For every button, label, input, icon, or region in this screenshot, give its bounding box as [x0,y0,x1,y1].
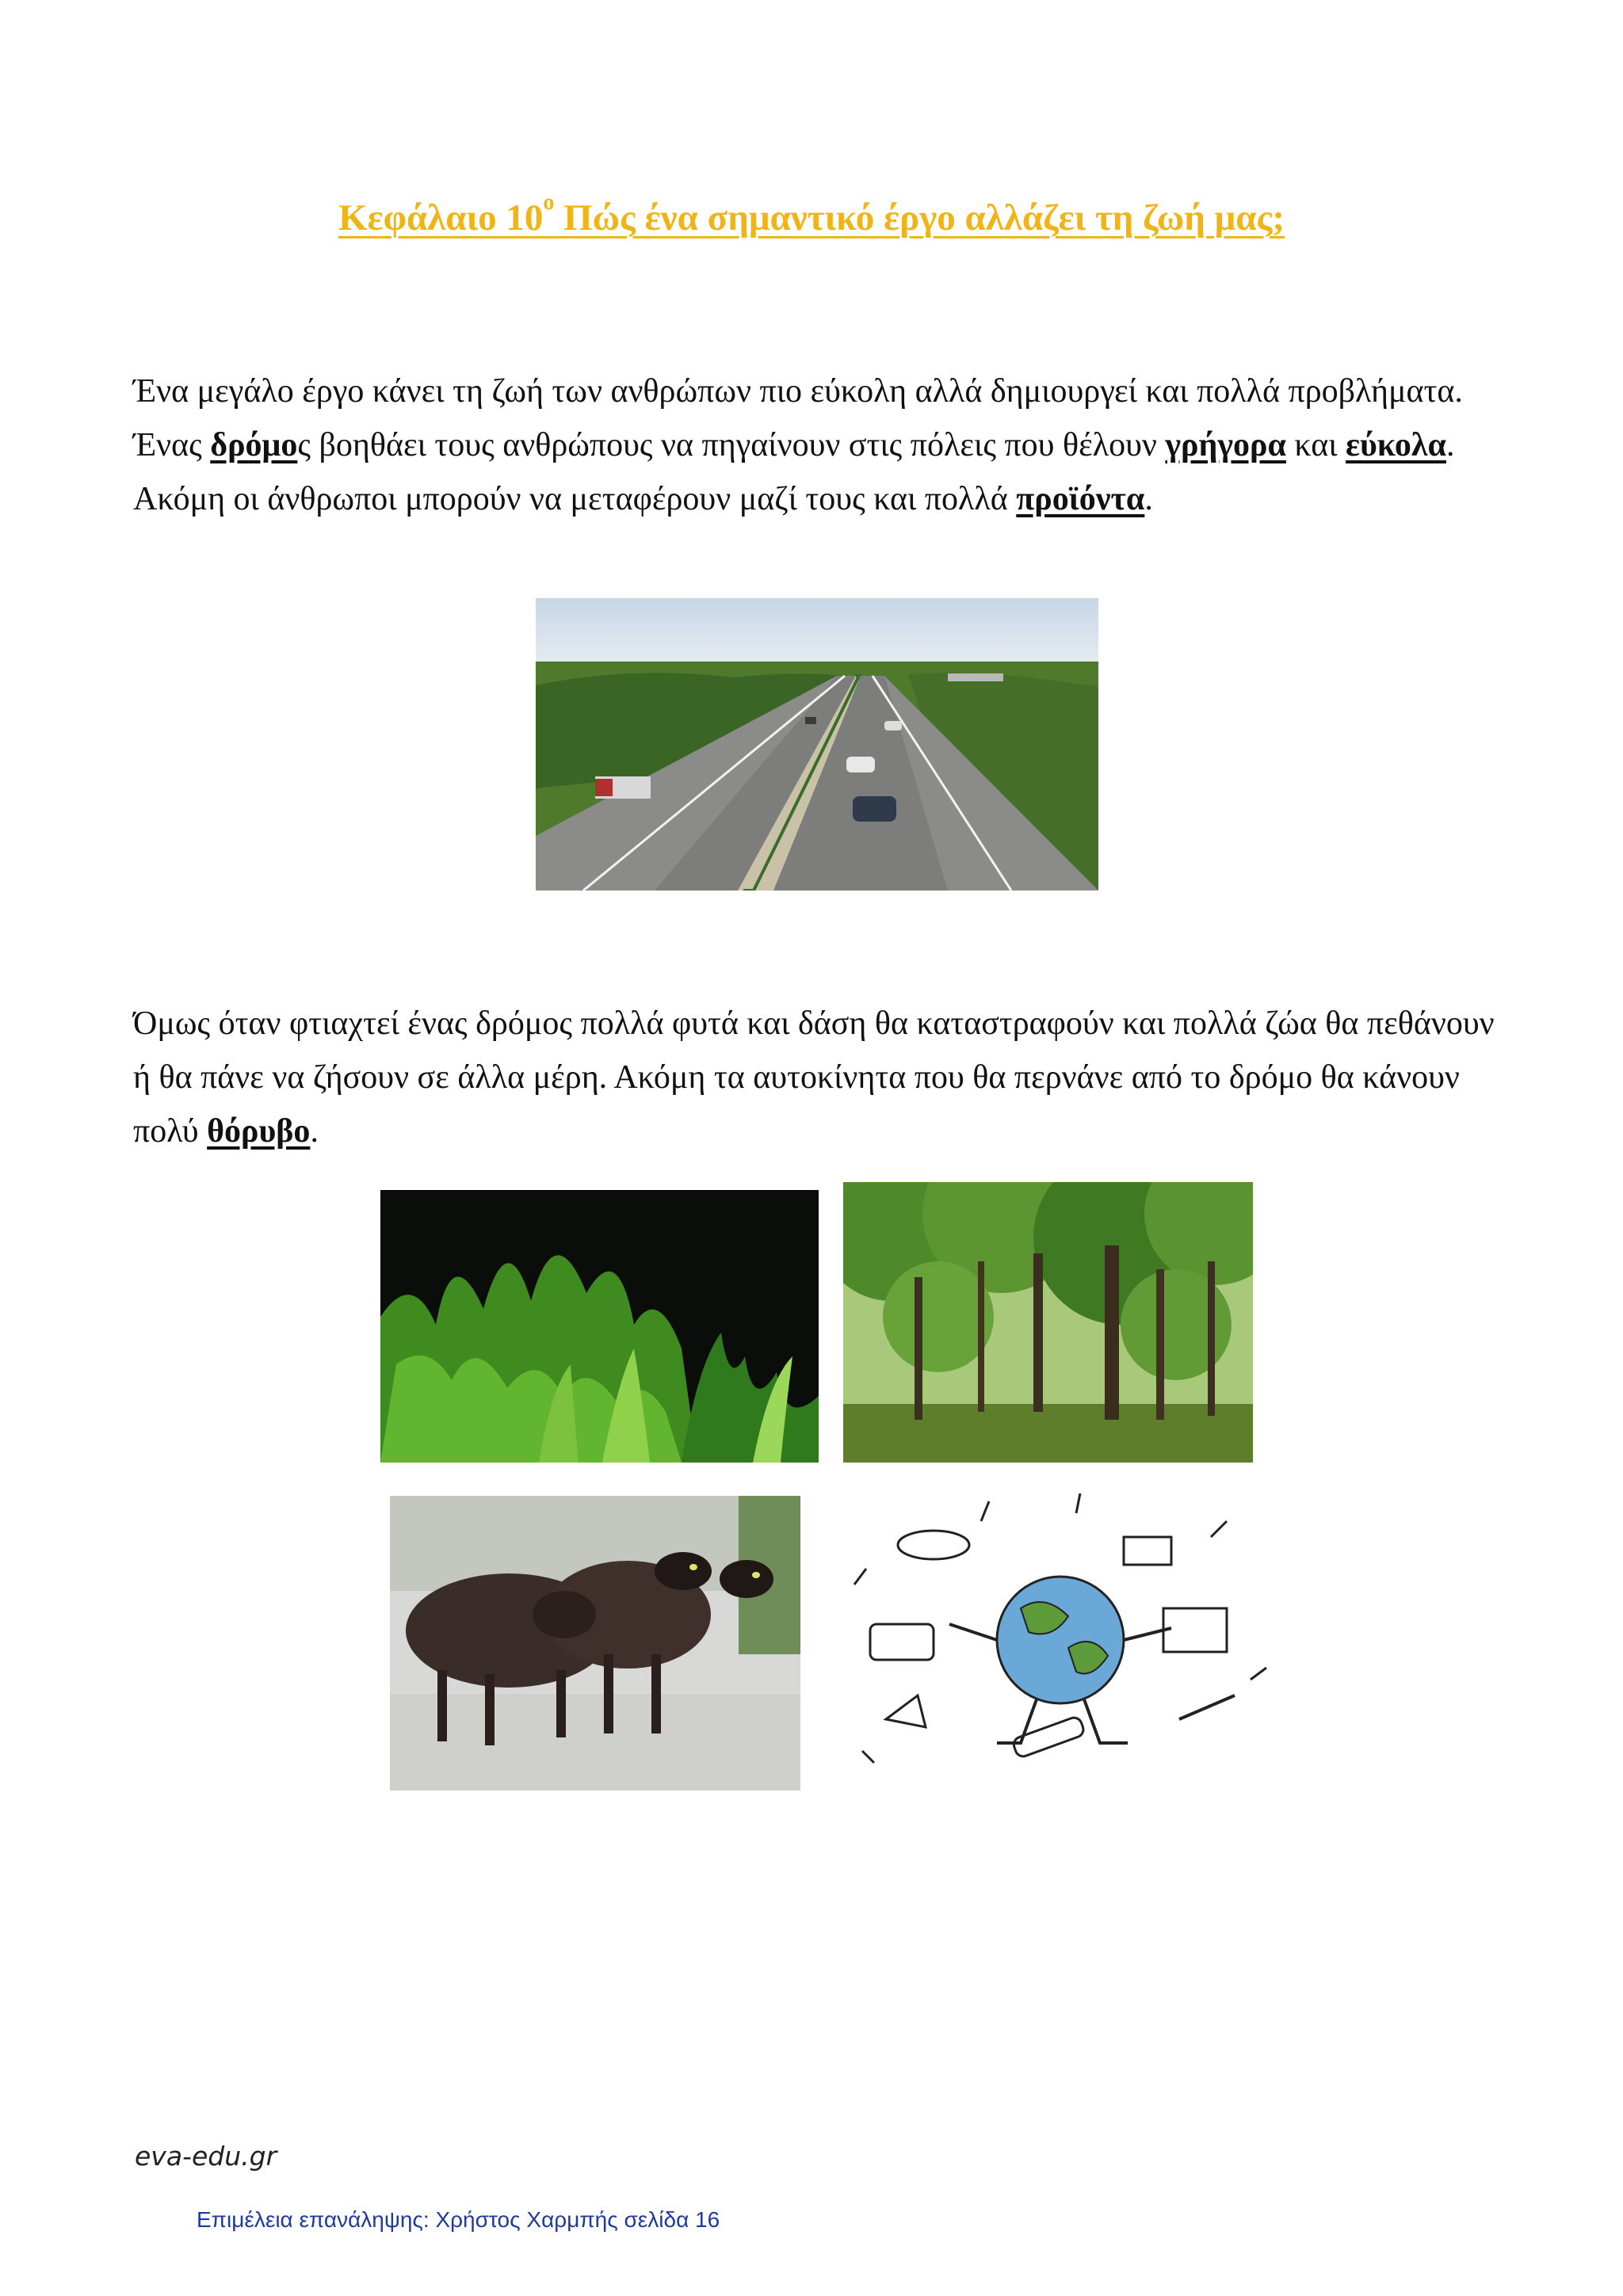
plants-image [380,1190,819,1463]
keyword-products: προϊόντα [1016,481,1145,517]
keyword-noise: θόρυβο [207,1113,311,1150]
page-footer: Επιμέλεια επανάληψης: Χρήστος Χαρμπής σελίδα 16 [197,2207,720,2232]
paragraph-road-benefits: Ένα μεγάλο έργο κάνει τη ζωή των ανθρώπων πιο εύκολη αλλά δημιουργεί και πολλά προβλήματα. Ένας δρόμος βοηθάει τους ανθρώπους να πηγαίνουν στις πόλεις που θέλουν γρήγορα και εύκολα. Ακόμη οι άνθρωποι μπορούν να μεταφέρουν μαζί τους και πολλά προϊόντα. [133,373,1463,517]
keyword-road: δρόμο [210,427,298,463]
keyword-easy: εύκολα [1346,427,1446,463]
keyword-fast: γρήγορα [1165,427,1286,463]
paragraph-road-problems: Όμως όταν φτιαχτεί ένας δρόμος πολλά φυτά και δάση θα καταστραφούν και πολλά ζώα θα πεθάνουν ή θα πάνε να ζήσουν σε άλλα μέρη. Ακόμη τα αυτοκίνητα που θα περνάνε από το δρόμο θα κάνουν πολύ θόρυβο. [133,1005,1495,1150]
sheep-image [390,1496,800,1791]
noise-cartoon-image [838,1489,1282,1794]
page-title: Κεφάλαιο $10^o$ Πώς ένα σημαντικό έργο αλλάζει τη ζωή μας; [338,190,1285,238]
highway-image [536,598,1098,891]
site-name: eva-edu.gr [135,2141,277,2172]
forest-image [843,1182,1253,1463]
